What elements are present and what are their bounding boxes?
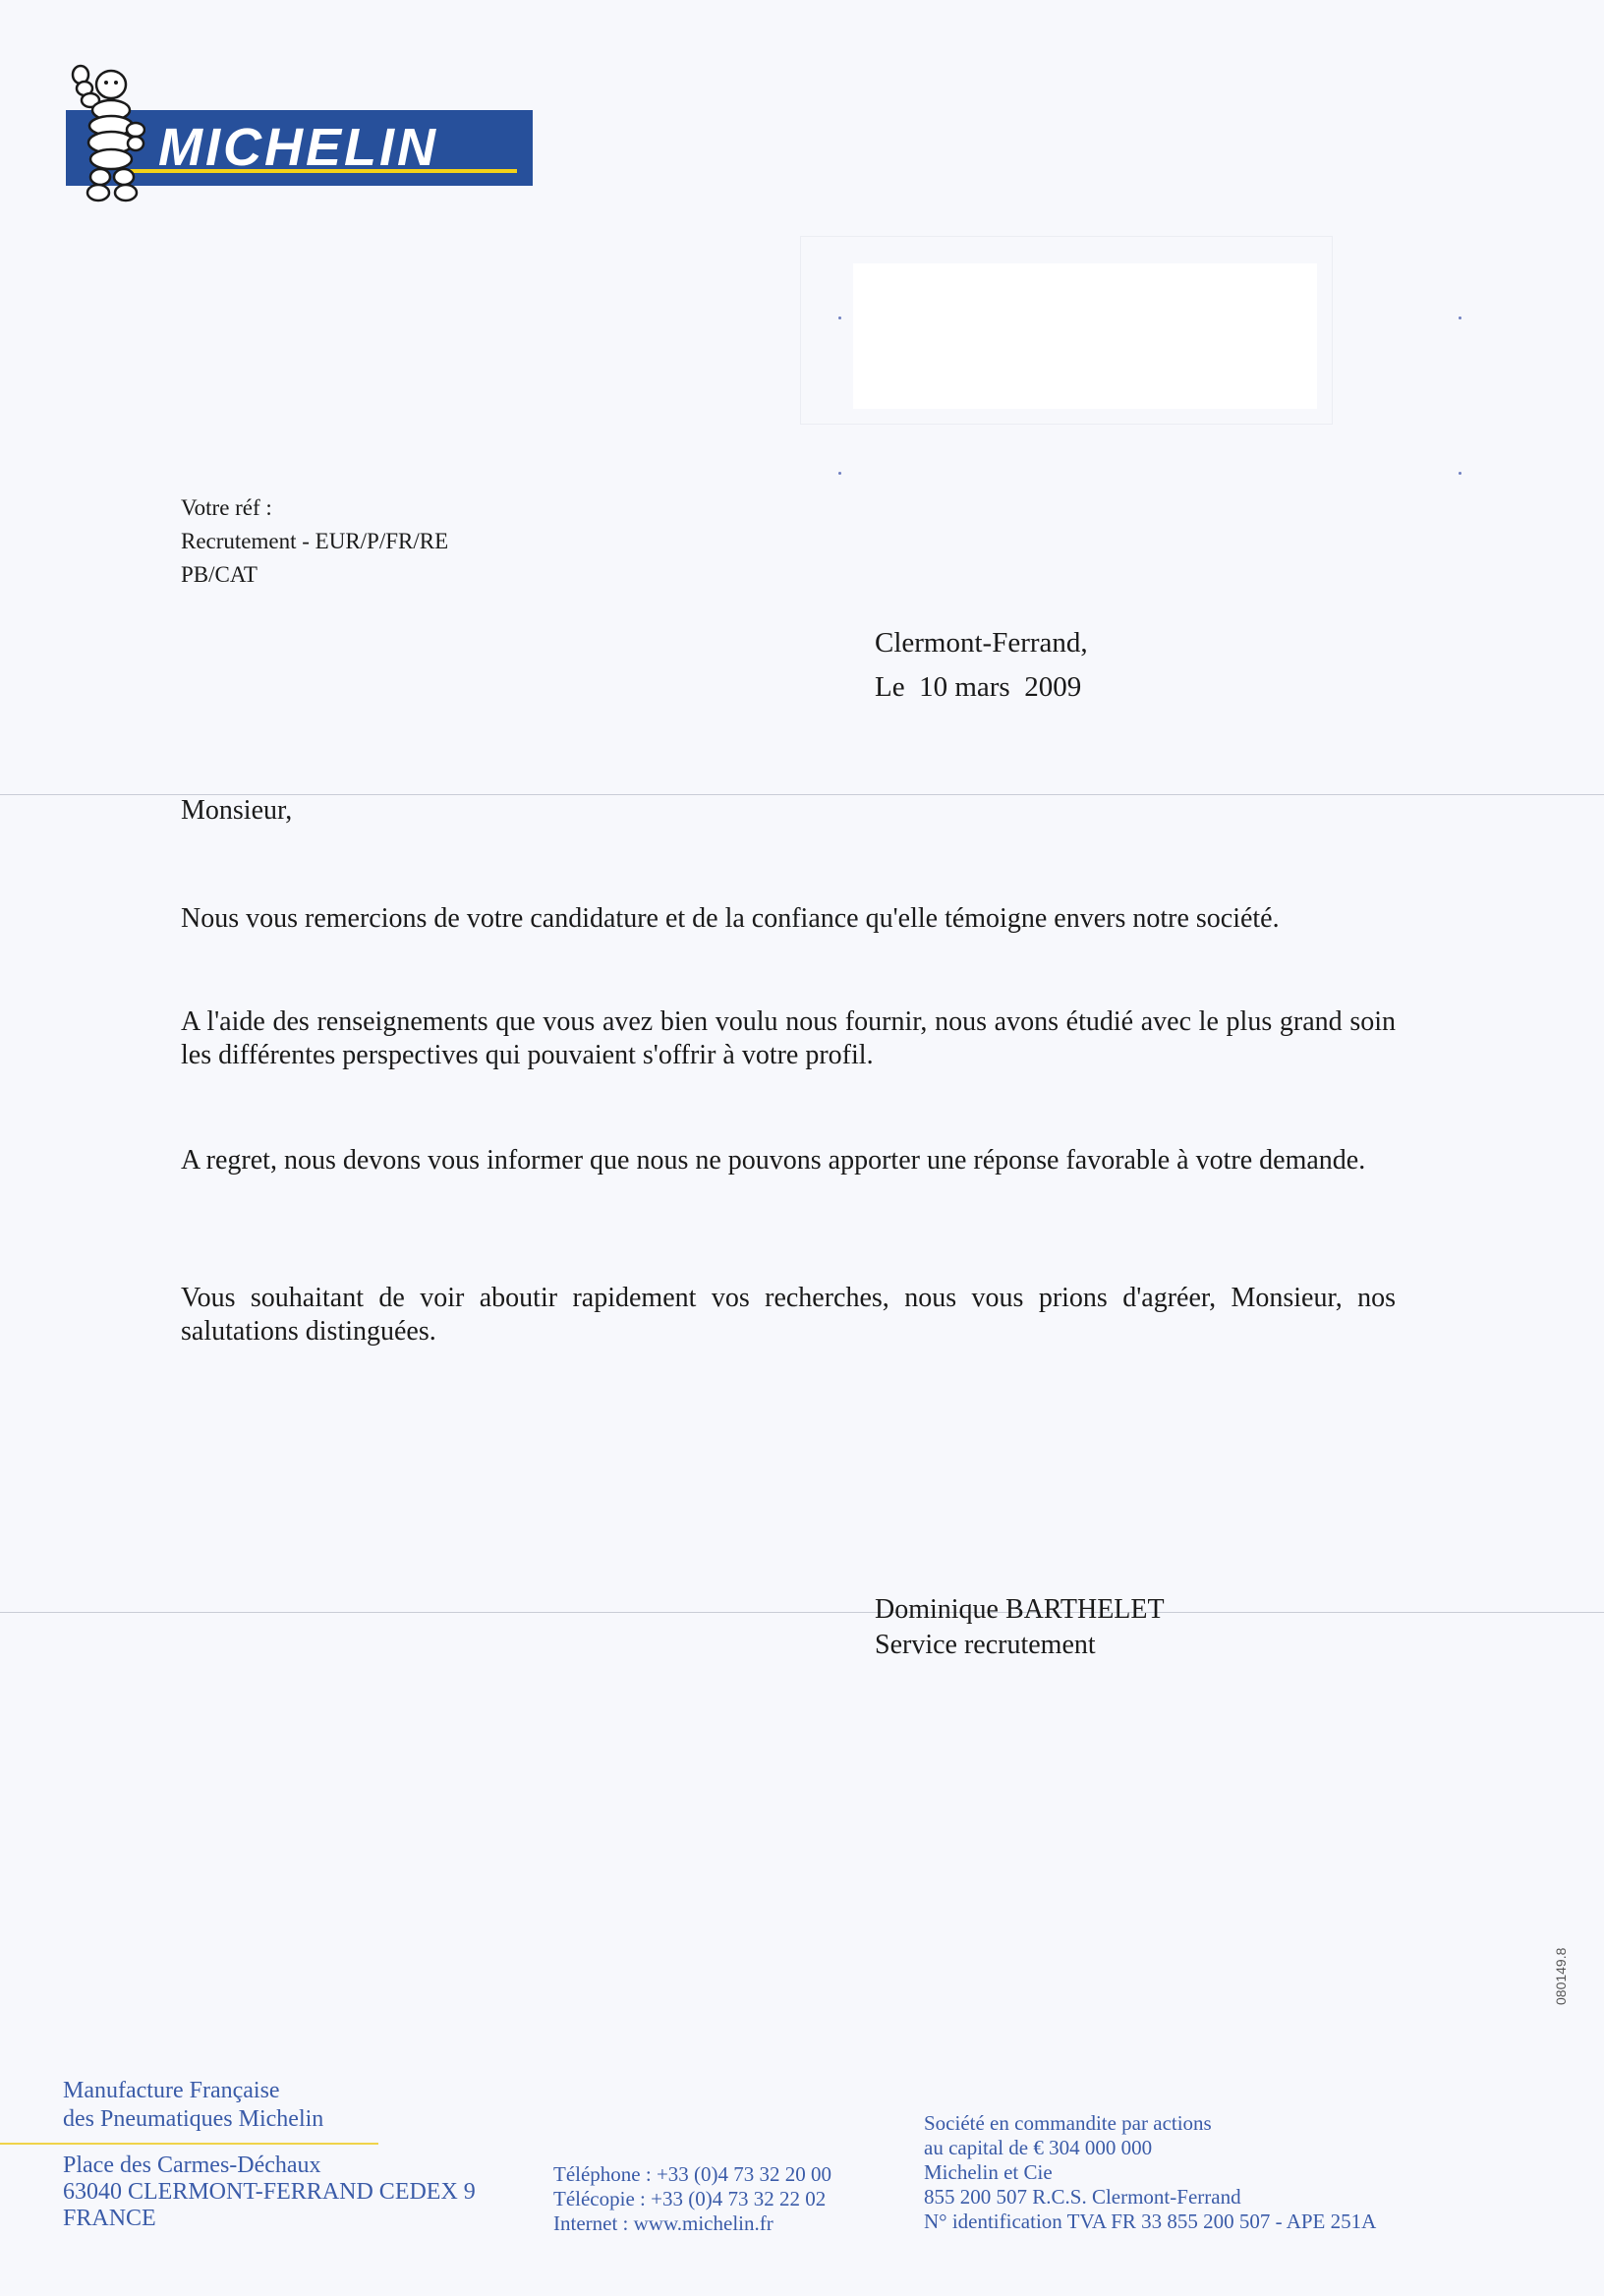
- footer-address-line-3: FRANCE: [63, 2206, 156, 2231]
- footer-website: Internet : www.michelin.fr: [553, 2211, 773, 2235]
- paragraph-closing: Vous souhaitant de voir aboutir rapidement vos recherches, nous vous prions d'agréer, Monsieur, nos salutations distinguées.: [181, 1283, 1396, 1347]
- footer-address-line-1: Place des Carmes-Déchaux: [63, 2152, 321, 2178]
- place-date: [875, 621, 1088, 710]
- date: Le 10 mars 2009: [875, 671, 1082, 703]
- footer-legal-line-4: 855 200 507 R.C.S. Clermont-Ferrand: [924, 2185, 1241, 2209]
- footer-company-line-1: Manufacture Française: [63, 2078, 280, 2103]
- footer-legal-line-5: N° identification TVA FR 33 855 200 507 - APE 251A: [924, 2210, 1377, 2233]
- footer-address-line-2: 63040 CLERMONT-FERRAND CEDEX 9: [63, 2179, 476, 2205]
- document-code: 080149.8: [1553, 1947, 1569, 2005]
- scan-dot: [1459, 316, 1461, 319]
- footer-divider: [0, 2143, 378, 2145]
- scan-dot: [1459, 472, 1461, 475]
- footer-legal-line-3: Michelin et Cie: [924, 2160, 1053, 2184]
- bibendum-icon: [57, 61, 145, 213]
- footer-legal-line-2: au capital de € 304 000 000: [924, 2136, 1153, 2159]
- footer-contact: [553, 2162, 831, 2236]
- signatory-name: Dominique BARTHELET: [875, 1594, 1165, 1625]
- brand-wordmark: MICHELIN: [158, 118, 438, 177]
- scan-dot: [838, 472, 841, 475]
- footer-legal-line-1: Société en commandite par actions: [924, 2111, 1212, 2135]
- signatory-department: Service recrutement: [875, 1630, 1096, 1660]
- footer-phone: Téléphone : +33 (0)4 73 32 20 00: [553, 2162, 832, 2186]
- reference-line-2: PB/CAT: [181, 562, 258, 587]
- michelin-logo: [57, 61, 539, 213]
- place: Clermont-Ferrand,: [875, 627, 1088, 659]
- footer-company: [63, 2077, 323, 2134]
- footer-company-line-2: des Pneumatiques Michelin: [63, 2106, 324, 2132]
- footer-fax: Télécopie : +33 (0)4 73 32 22 02: [553, 2187, 827, 2210]
- paragraph-review: A l'aide des renseignements que vous avez bien voulu nous fournir, nous avons étudié avec le plus grand soin les différentes perspectives qui pouvaient s'offrir à votre profil.: [181, 1006, 1396, 1070]
- reference-label: Votre réf :: [181, 495, 272, 520]
- paragraph-decision: A regret, nous devons vous informer que nous ne pouvons apporter une réponse favorable à votre demande.: [181, 1145, 1366, 1176]
- signature-block: [875, 1592, 1165, 1663]
- redacted-address: [853, 263, 1317, 409]
- paragraph-thanks: Nous vous remercions de votre candidature et de la confiance qu'elle témoigne envers notre société.: [181, 903, 1280, 934]
- salutation: Monsieur,: [181, 795, 293, 826]
- fold-line-bottom: [0, 1612, 1604, 1613]
- footer-legal: [924, 2111, 1376, 2234]
- reference-block: [181, 491, 448, 592]
- footer-address: [63, 2152, 476, 2232]
- scan-dot: [838, 316, 841, 319]
- reference-line-1: Recrutement - EUR/P/FR/RE: [181, 529, 449, 553]
